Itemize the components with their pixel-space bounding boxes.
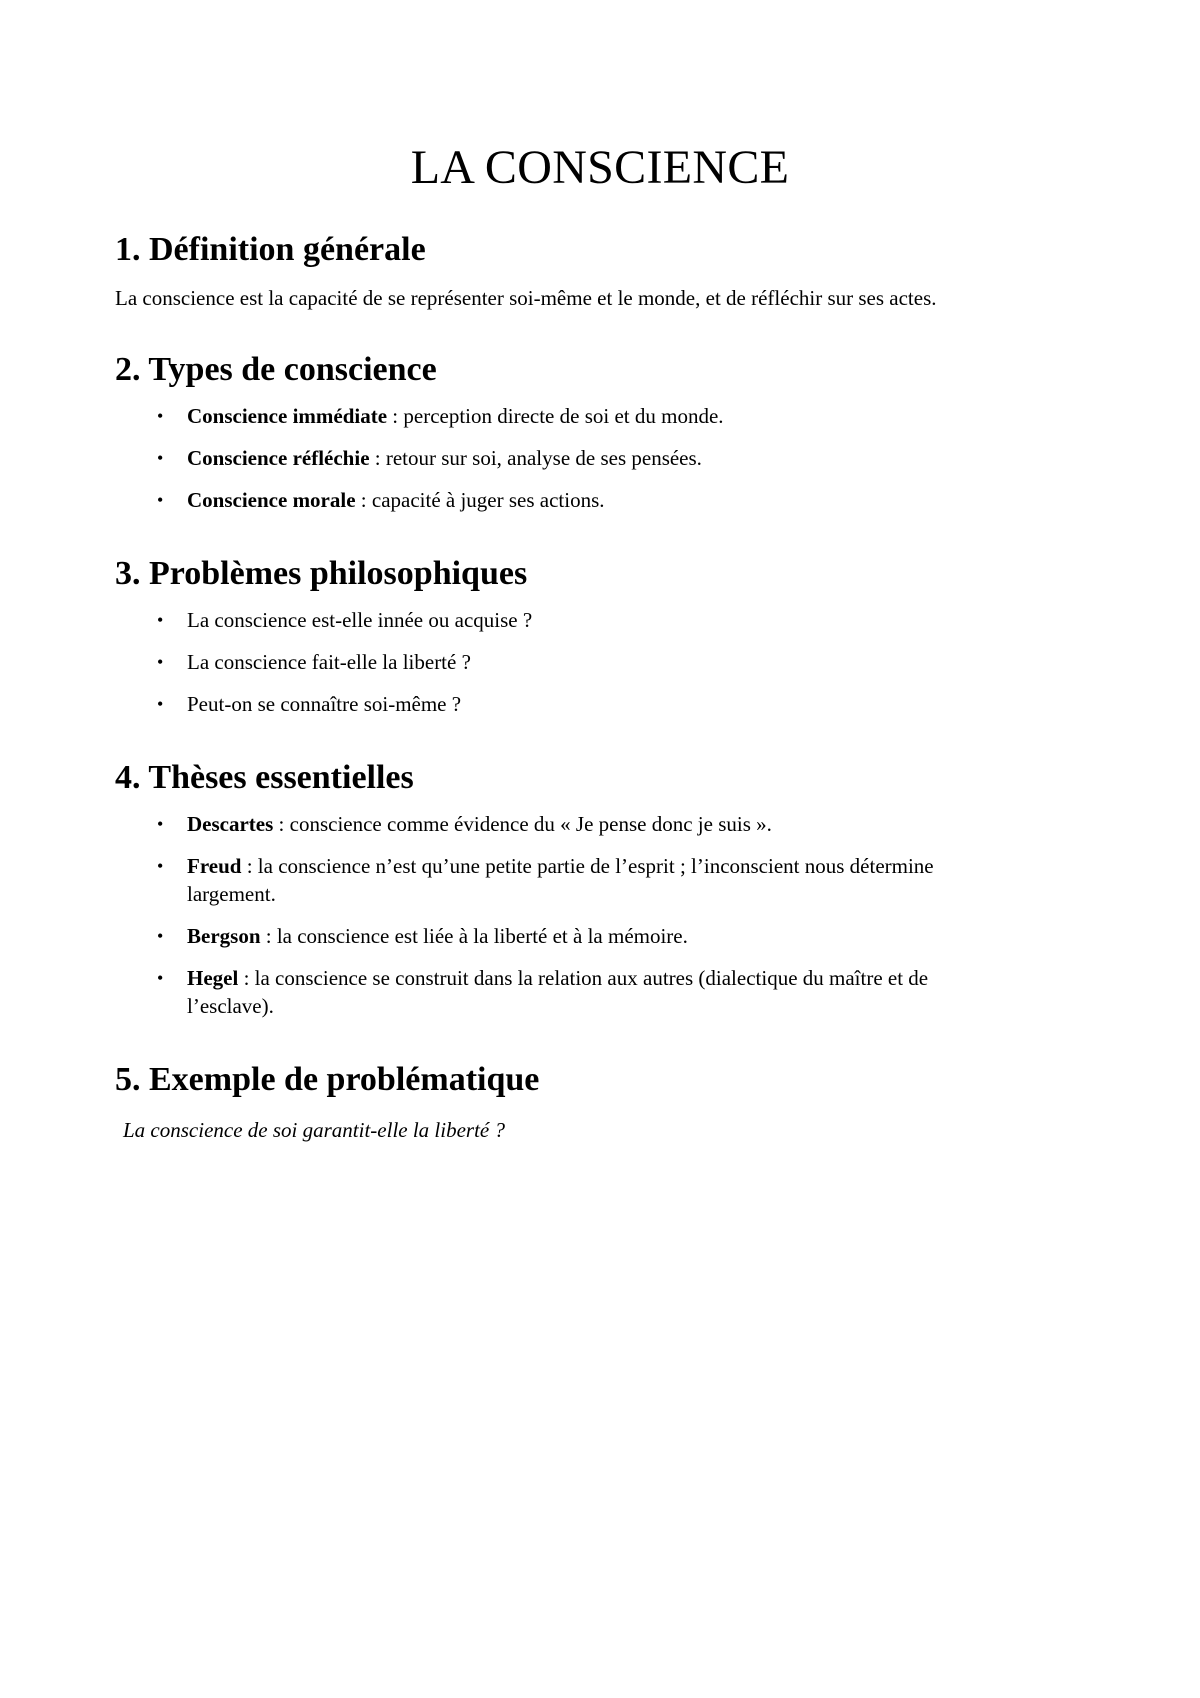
types-list	[115, 402, 1085, 514]
problematic-question: La conscience de soi garantit-elle la liberté ?	[123, 1118, 505, 1142]
section-heading-types: 2. Types de conscience	[115, 351, 437, 388]
list-item	[157, 852, 1085, 908]
bullet-icon: •	[157, 448, 164, 468]
list-item-text: : la conscience n’est qu’une petite partie de l’esprit ; l’inconscient nous détermine largement.	[187, 854, 934, 906]
list-item	[157, 964, 1085, 1020]
list-item-text: : conscience comme évidence du « Je pense donc je suis ».	[273, 812, 772, 836]
document-title: LA CONSCIENCE	[410, 141, 790, 194]
list-item-text: : perception directe de soi et du monde.	[387, 404, 724, 428]
list-item-text: La conscience est-elle innée ou acquise ?	[187, 608, 533, 632]
bullet-icon: •	[157, 610, 164, 630]
section-heading-theses: 4. Thèses essentielles	[115, 759, 414, 796]
theses-list	[115, 810, 1085, 1020]
list-item-text: : retour sur soi, analyse de ses pensées.	[369, 446, 702, 470]
section-heading-definition: 1. Définition générale	[115, 231, 426, 268]
section-heading-problems: 3. Problèmes philosophiques	[115, 555, 528, 592]
list-item-text: : la conscience est liée à la liberté et à la mémoire.	[260, 924, 688, 948]
bullet-icon: •	[157, 814, 164, 834]
bullet-icon: •	[157, 652, 164, 672]
list-item-term: Bergson	[187, 924, 261, 948]
list-item-term: Conscience morale	[187, 488, 356, 512]
definition-paragraph: La conscience est la capacité de se représenter soi-même et le monde, et de réfléchir sur ses actes.	[115, 286, 937, 310]
list-item-text: : capacité à juger ses actions.	[355, 488, 605, 512]
list-item-text: Peut-on se connaître soi-même ?	[187, 692, 462, 716]
list-item-text: La conscience fait-elle la liberté ?	[187, 650, 471, 674]
list-item-text: : la conscience se construit dans la relation aux autres (dialectique du maître et de l’esclave).	[187, 966, 929, 1018]
section-heading-problematic: 5. Exemple de problématique	[115, 1061, 540, 1098]
list-item	[157, 444, 1085, 472]
list-item	[157, 402, 1085, 430]
list-item	[157, 648, 1085, 676]
list-item-term: Descartes	[187, 812, 274, 836]
list-item-term: Freud	[187, 854, 242, 878]
list-item	[157, 690, 1085, 718]
list-item-term: Conscience réfléchie	[187, 446, 370, 470]
bullet-icon: •	[157, 856, 164, 876]
bullet-icon: •	[157, 406, 164, 426]
list-item	[157, 810, 1085, 838]
list-item	[157, 922, 1085, 950]
list-item-term: Conscience immédiate	[187, 404, 388, 428]
problems-list	[115, 606, 1085, 718]
bullet-icon: •	[157, 694, 164, 714]
list-item	[157, 486, 1085, 514]
bullet-icon: •	[157, 490, 164, 510]
bullet-icon: •	[157, 926, 164, 946]
bullet-icon: •	[157, 968, 164, 988]
list-item	[157, 606, 1085, 634]
list-item-term: Hegel	[187, 966, 239, 990]
